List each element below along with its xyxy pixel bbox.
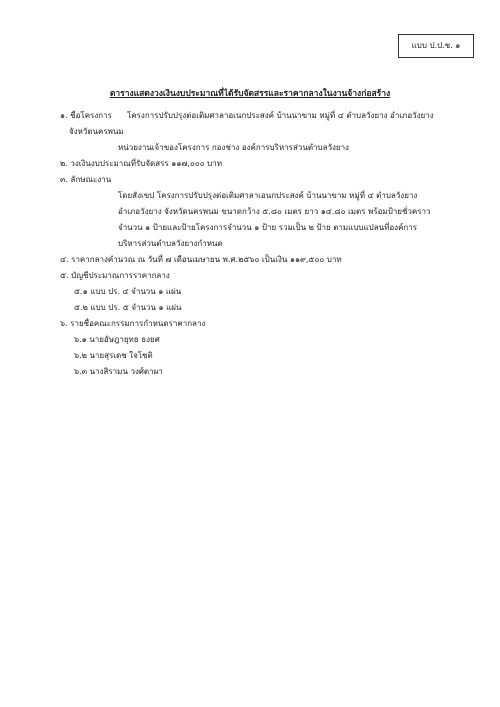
committee-member-3: ๖.๓ นางสิรามน วงศ์ตาผา [74,367,163,376]
committee-member-2: ๖.๒ นายสุรเดช ใจโชติ [74,351,153,360]
work-description-line3: จำนวน ๑ ป้ายและป้ายโครงการจำนวน ๑ ป้าย รวมเป็น ๒ ป้าย ตามแบบแปลนที่องค์การ [118,223,418,232]
work-description-line1: โดยสังเขป โครงการปรับปรุงต่อเติมศาลาเอนกประสงค์ บ้านนาขาม หมู่ที่ ๔ ตำบลวังยาง [118,191,418,200]
form-code-box: แบบ ป.ป.ช. ๑ [398,34,474,58]
item6-label: ๖. รายชื่อคณะกรรมการกำหนดราคากลาง [60,319,206,328]
work-description-line4: บริหารส่วนตำบลวังยางกำหนด [118,239,223,248]
item5-sub2: ๕.๒ แบบ ปร. ๕ จำนวน ๑ แผ่น [74,303,182,312]
item3-label: ๓. ลักษณะงาน [60,175,112,184]
item1-line [60,110,434,121]
project-name-line1: โครงการปรับปรุงต่อเติมศาลาอเนกประสงค์ บ้านนาขาม หมู่ที่ ๔ ตำบลวังยาง อำเภอวังยาง [126,111,434,120]
project-name-line2: จังหวัดนครพนม [69,127,124,136]
committee-member-1: ๖.๑ นายอัษฎายุทธ ธงยศ [74,335,160,344]
item5-sub1: ๕.๑ แบบ ปร. ๔ จำนวน ๑ แผ่น [74,287,182,296]
document-title: ตารางแสดงวงเงินงบประมาณที่ได้รับจัดสรรและราคากลางในงานจ้างก่อสร้าง [109,89,391,99]
item2-budget: ๒. วงเงินงบประมาณที่รับจัดสรร ๑๑๗,๐๐๐ บาท [60,159,223,168]
project-agency: หน่วยงานเจ้าของโครงการ กองช่าง องค์การบริหารส่วนตำบลวังยาง [118,143,349,152]
work-description-line2: อำเภอวังยาง จังหวัดนครพนม ขนาดกว้าง ๕.๘๐ เมตร ยาว ๑๔.๘๐ เมตร พร้อมป้ายชั่วคราว [118,207,431,216]
item5-label: ๕. บัญชีประมาณการราคากลาง [60,271,170,280]
item1-label: ๑. ชื่อโครงการ [60,111,112,120]
item4-reference-price: ๔. ราคากลางคำนวณ ณ วันที่ ๗ เดือนเมษายน พ.ศ.๒๕๖๐ เป็นเงิน ๑๑๙,๕๐๐ บาท [60,255,342,264]
